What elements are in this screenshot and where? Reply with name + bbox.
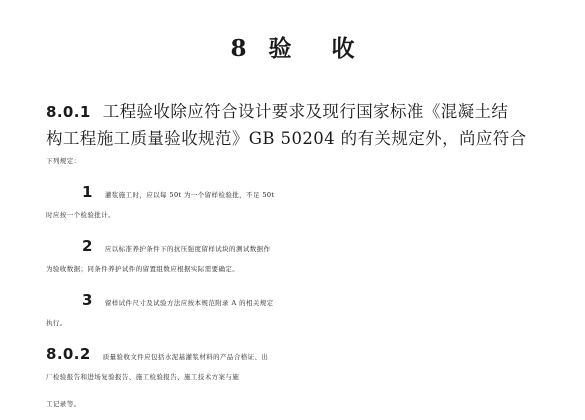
item-2-line-1 — [82, 239, 585, 254]
clause-8-0-1-line-1 — [46, 104, 543, 121]
item-2-line-2 — [46, 266, 585, 273]
clause-8-0-1-line-3 — [46, 158, 585, 165]
item-text: 灌浆施工时，应以每 50t 为一个留样检验批，不足 50t — [104, 191, 275, 199]
chapter-title-char-2: 收 — [331, 35, 355, 62]
chapter-title — [0, 30, 585, 63]
item-3-line-1 — [82, 293, 585, 308]
clause-text: 下列规定： — [46, 157, 81, 165]
clause-number: 8.0.1 — [46, 103, 91, 121]
clause-8-0-2-line-3 — [46, 401, 585, 408]
clause-8-0-2-line-2 — [46, 374, 585, 381]
clause-text: 工程验收除应符合设计要求及现行国家标准《混凝土结 — [102, 102, 509, 121]
chapter-number: 8 — [230, 35, 247, 62]
item-text: 应以标准养护条件下的抗压强度留样试块的测试数据作 — [104, 245, 271, 253]
clause-8-0-2-line-1 — [46, 347, 585, 362]
item-text: 执行。 — [46, 319, 67, 327]
clause-text: 工记录等。 — [46, 400, 81, 408]
item-text: 时应按一个检验批计。 — [46, 211, 115, 219]
item-1-line-2 — [46, 212, 585, 219]
item-number: 3 — [82, 291, 93, 309]
item-3-line-2 — [46, 320, 585, 327]
clause-text: 质量验收文件应包括水泥基灌浆材料的产品合格证、出 — [102, 353, 269, 361]
clause-number: 8.0.2 — [46, 345, 91, 363]
clause-text: 构工程施工质量验收规范》GB 50204 的有关规定外，尚应符合 — [46, 129, 527, 148]
item-number: 1 — [82, 183, 93, 201]
item-text: 留样试件尺寸及试验方法应按本规范附录 A 的相关规定 — [104, 299, 274, 307]
item-number: 2 — [82, 237, 93, 255]
clause-text: 厂检验报告和进场复验报告、施工检验报告、施工技术方案与施 — [46, 373, 240, 381]
clause-8-0-1-line-2 — [46, 131, 543, 148]
chapter-title-char-1: 验 — [268, 35, 292, 62]
item-1-line-1 — [82, 185, 585, 200]
item-text: 为验收数据；同条件养护试件的留置组数应根据实际需要确定。 — [46, 265, 240, 273]
